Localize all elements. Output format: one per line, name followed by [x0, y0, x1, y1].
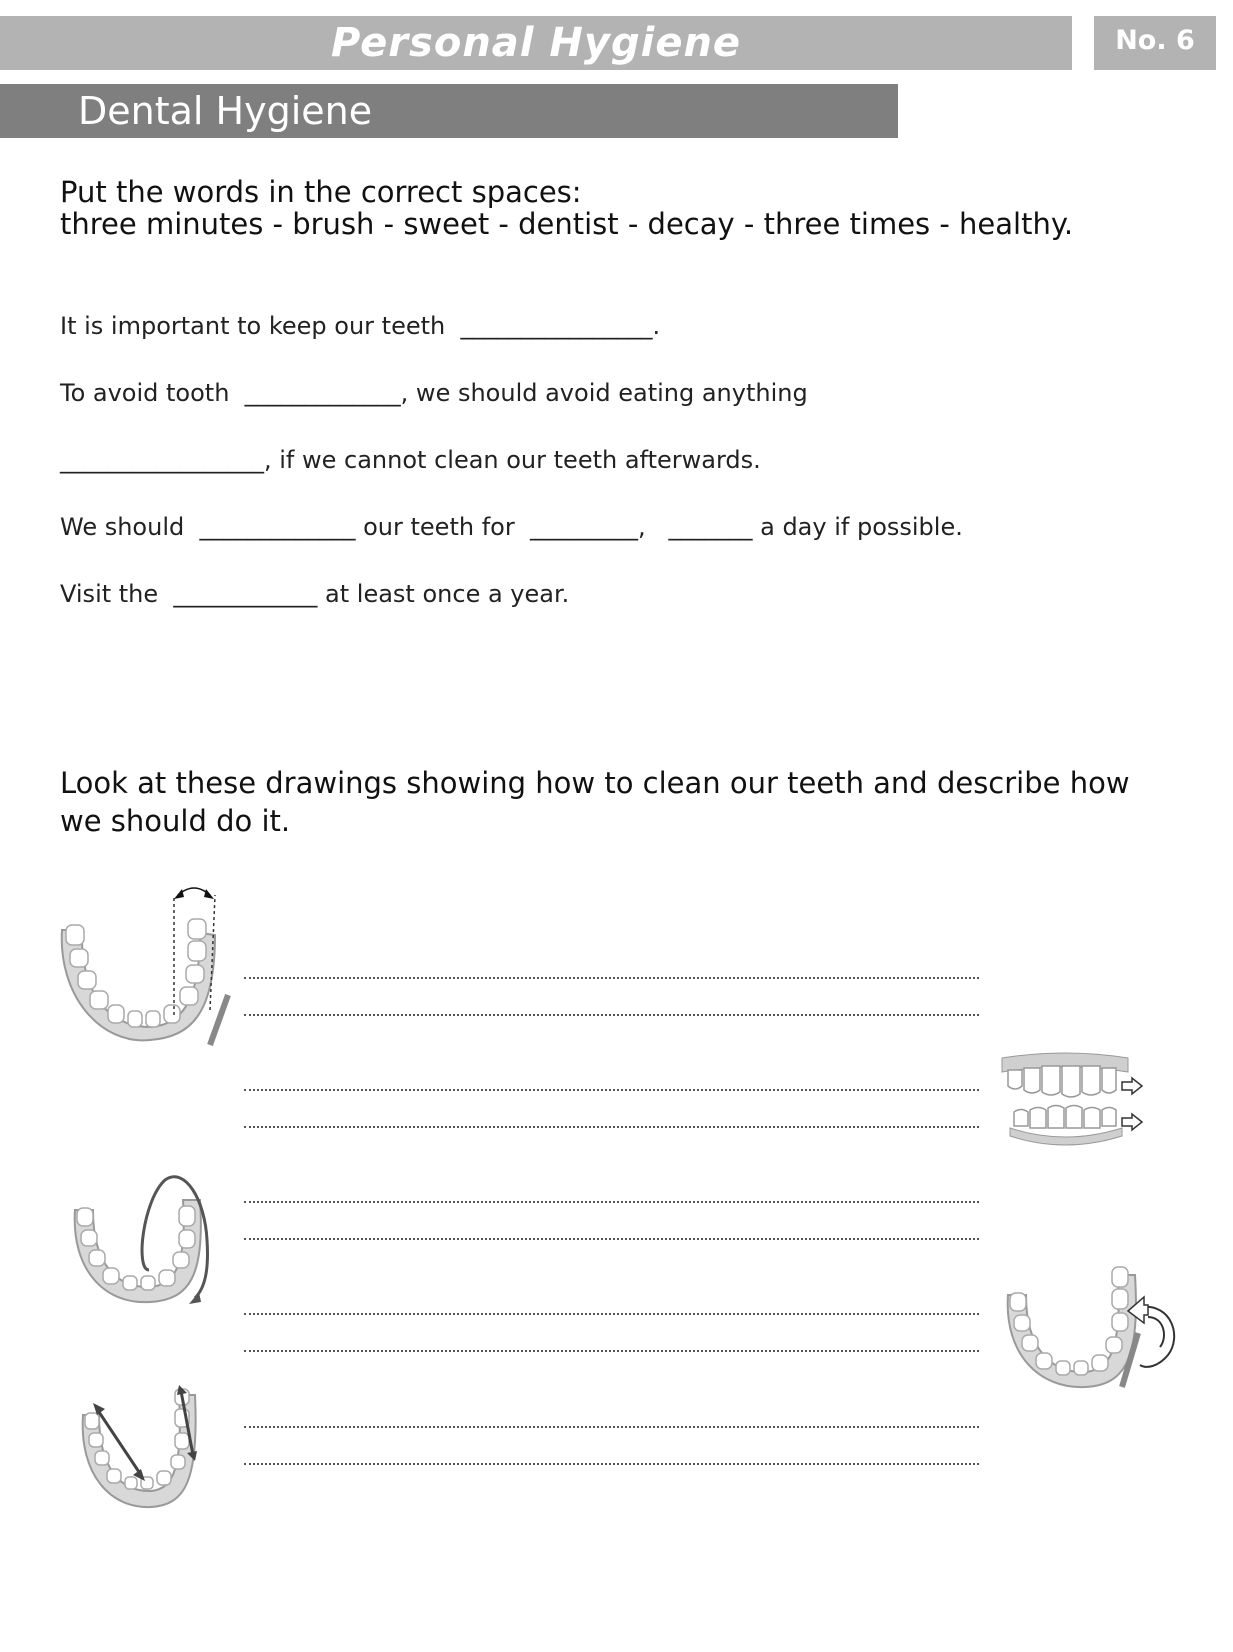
answer-line-2[interactable]: [244, 1014, 979, 1016]
sentence-5: Visit the ____________ at least once a year.: [60, 580, 570, 608]
sentence-3: _________________, if we cannot clean our teeth afterwards.: [60, 446, 761, 474]
answer-line-7[interactable]: [244, 1313, 979, 1315]
answer-line-9[interactable]: [244, 1426, 979, 1428]
instructions-line-1: Put the words in the correct spaces:: [60, 175, 582, 209]
answer-line-1[interactable]: [244, 977, 979, 979]
question-2: Look at these drawings showing how to clean our teeth and describe how we should do it.: [60, 766, 1130, 838]
sentence-2: To avoid tooth _____________, we should avoid eating anything: [60, 379, 808, 407]
instructions-word-bank: three minutes - brush - sweet - dentist - decay - three times - healthy.: [60, 207, 1074, 241]
lower-jaw-brush-angle-icon: [50, 875, 240, 1055]
front-teeth-arrows-icon: [1000, 1050, 1160, 1170]
answer-line-4[interactable]: [244, 1126, 979, 1128]
worksheet-title: Personal Hygiene: [330, 20, 742, 66]
answer-line-3[interactable]: [244, 1089, 979, 1091]
lower-jaw-brush-rotate-icon: [1000, 1255, 1190, 1395]
sentence-4: We should _____________ our teeth for _________, _______ a day if possible.: [60, 513, 963, 541]
answer-line-10[interactable]: [244, 1463, 979, 1465]
lower-jaw-updown-arrows-icon: [75, 1385, 215, 1515]
instructions: [60, 176, 1073, 240]
answer-line-5[interactable]: [244, 1201, 979, 1203]
worksheet-number: No. 6: [1094, 16, 1216, 70]
lower-jaw-circular-arrow-icon: [65, 1170, 225, 1310]
answer-line-8[interactable]: [244, 1350, 979, 1352]
sentence-1: It is important to keep our teeth ________________.: [60, 312, 661, 340]
section-title: Dental Hygiene: [78, 89, 373, 133]
answer-line-6[interactable]: [244, 1238, 979, 1240]
